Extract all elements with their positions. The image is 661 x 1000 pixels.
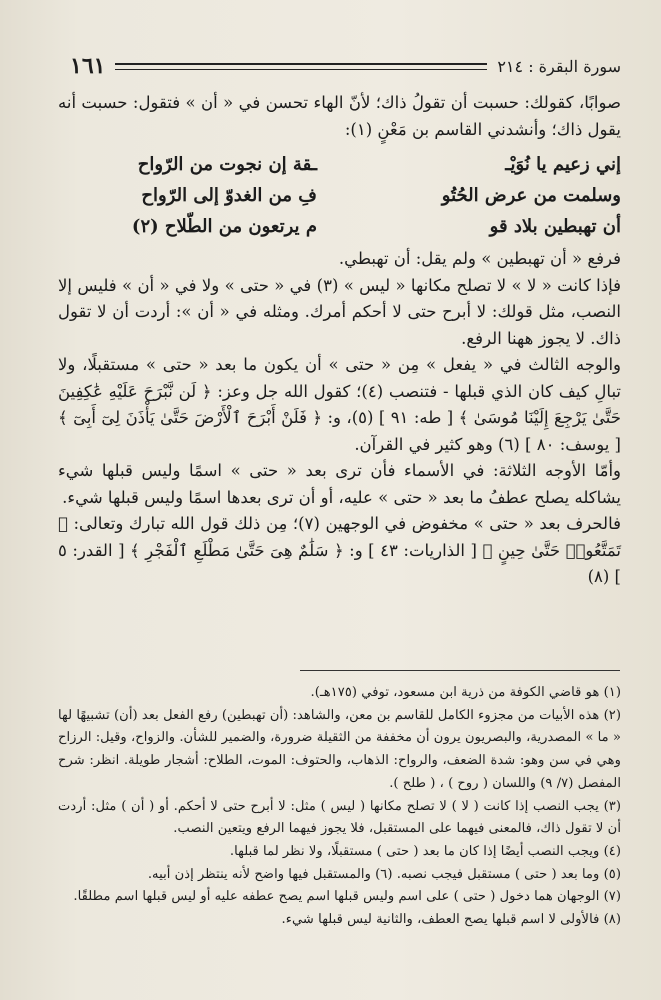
footnote: (٢) هذه الأبيات من مجزوء الكامل للقاسم بن معن، والشاهد: (أن تهبطين) رفع الفعل بعد (أن) تشبيهًا لها « ما » المصدرية، والبصريون يرون أن مخففة من الثقيلة ضرورة، والضمير للشأن. والزواح، وقيل: الرزاح وهي في سن وهو: شدة الضعف، والرواح: الذهاب، والحتوف: الموت، الطلاح: أشجار طويلة. انظر: شرح المفصل (٧/ ٩) واللسان ( روح ) ، ( طلح ). — [58, 707, 621, 791]
running-title: سورة البقرة : ٢١٤ — [497, 56, 621, 76]
footnote: (٣) يجب النصب إذا كانت ( لا ) لا تصلح مكانها ( ليس ) مثل: لا أبرح حتى لا أحكم. أو ( أن ) مثل: أردت أن لا تقول ذاك، فالمعنى فيهما على المستقبل، فلا يجوز فيهما الرفع ويتعين النصب. — [58, 798, 621, 837]
poem-verses — [58, 149, 621, 242]
verse-line — [58, 211, 621, 242]
footnote: (١) هو قاضي الكوفة من ذرية ابن مسعود، توفي (١٧٥هـ). — [310, 685, 621, 700]
paragraph: والوجه الثالث في « يفعل » مِن « حتى » أن يكون ما بعد « حتى » مستقبلًا، ولا تبالِ كيف كان الذي قبلها - فتنصب (٤)؛ كقول الله جل وعز: ﴿ لَن نَّبْرَحَ عَلَيْهِ عَٰكِفِينَ حَتَّىٰ يَرْجِعَ إِلَيْنَا مُوسَىٰ ﴾ [ طه: ٩١ ] (٥)، و: ﴿ فَلَنْ أَبْرَحَ ٱلْأَرْضَ حَتَّىٰ يَأْذَنَ لِىٓ أَبِىٓ ﴾ [ يوسف: ٨٠ ] (٦) وهو كثير في القرآن. — [58, 355, 622, 454]
footnote: (٧) الوجهان هما دخول ( حتى ) على اسم وليس قبلها اسم يصح عطفه عليه أو ليس قبلها اسم مطلقًا. — [73, 889, 621, 905]
header-rule — [115, 63, 487, 70]
footnote: (٤) ويجب النصب أيضًا إذا كان ما بعد ( حتى ) مستقبلًا، ولا نظر لما قبلها. — [229, 843, 621, 859]
paragraph: صوابًا، كقولك: حسبت أن تقولُ ذاك؛ لأنّ الهاء تحسن في « أن » فتقول: حسبت أنه يقول ذاك؛ وأنشدني القاسم بن مَعْنٍ (١): — [58, 93, 621, 139]
page-number: ١٦١ — [70, 53, 106, 79]
footnote: (٨) فالأولى لا اسم قبلها يصح العطف، والثانية ليس قبلها شيء. — [281, 912, 621, 928]
verse-right-hemistich: أن تهبطين بلاد قو — [489, 216, 621, 237]
paragraph: وأمّا الأوجه الثلاثة: في الأسماء فأن ترى بعد « حتى » اسمًا وليس قبلها شيء يشاكله يصلح عطفُ ما بعد « حتى » عليه، أو أن ترى بعدها اسمًا وليس قبلها شيء. — [58, 461, 621, 507]
footnote: (٥) وما بعد ( حتى ) مستقبل فيجب نصبه. (٦) والمستقبل فيها واضح لأنه ينتظر إذن أبيه. — [147, 866, 621, 882]
main-text — [58, 90, 621, 591]
paragraph: فرفع « أن تهبطين » ولم يقل: أن تهبطي. — [338, 249, 621, 268]
verse-left-hemistich: م يرتعون من الطّلاح (٢) — [131, 216, 317, 237]
verse-left-hemistich: ـقة إن نجوت من الرّواح — [137, 154, 317, 175]
verse-line — [58, 180, 621, 211]
paragraph: فإذا كانت « لا » لا تصلح مكانها « ليس » (٣) في « حتى » ولا في « أن » فليس إلا النصب، مثل قولك: لا أبرح حتى لا أحكم أمرك. ومثله في « أن »: أردت أن لا تقول ذاك. لا يجوز ههنا الرفع. — [58, 275, 621, 348]
paragraph: فالحرف بعد « حتى » مخفوض في الوجهين (٧)؛ مِن ذلك قول الله تبارك وتعالى: ﴿ تَمَتَّعُوا۟ حَتَّىٰ حِينٍ ﴾ [ الذاريات: ٤٣ ] و: ﴿ سَلَٰمٌ هِىَ حَتَّىٰ مَطْلَعِ ٱلْفَجْرِ ﴾ [ القدر: ٥ ] (٨) — [58, 514, 621, 586]
footnotes — [58, 682, 621, 932]
verse-left-hemistich: فِ من الغدوّ إلى الرّواح — [141, 185, 317, 206]
verse-right-hemistich: إني زعيم يا نُوَيْـ — [505, 154, 621, 175]
verse-line — [58, 149, 621, 180]
page-header — [70, 50, 621, 82]
footnote-separator — [300, 670, 620, 671]
verse-right-hemistich: وسلمت من عرض الحُتُو — [441, 185, 621, 206]
